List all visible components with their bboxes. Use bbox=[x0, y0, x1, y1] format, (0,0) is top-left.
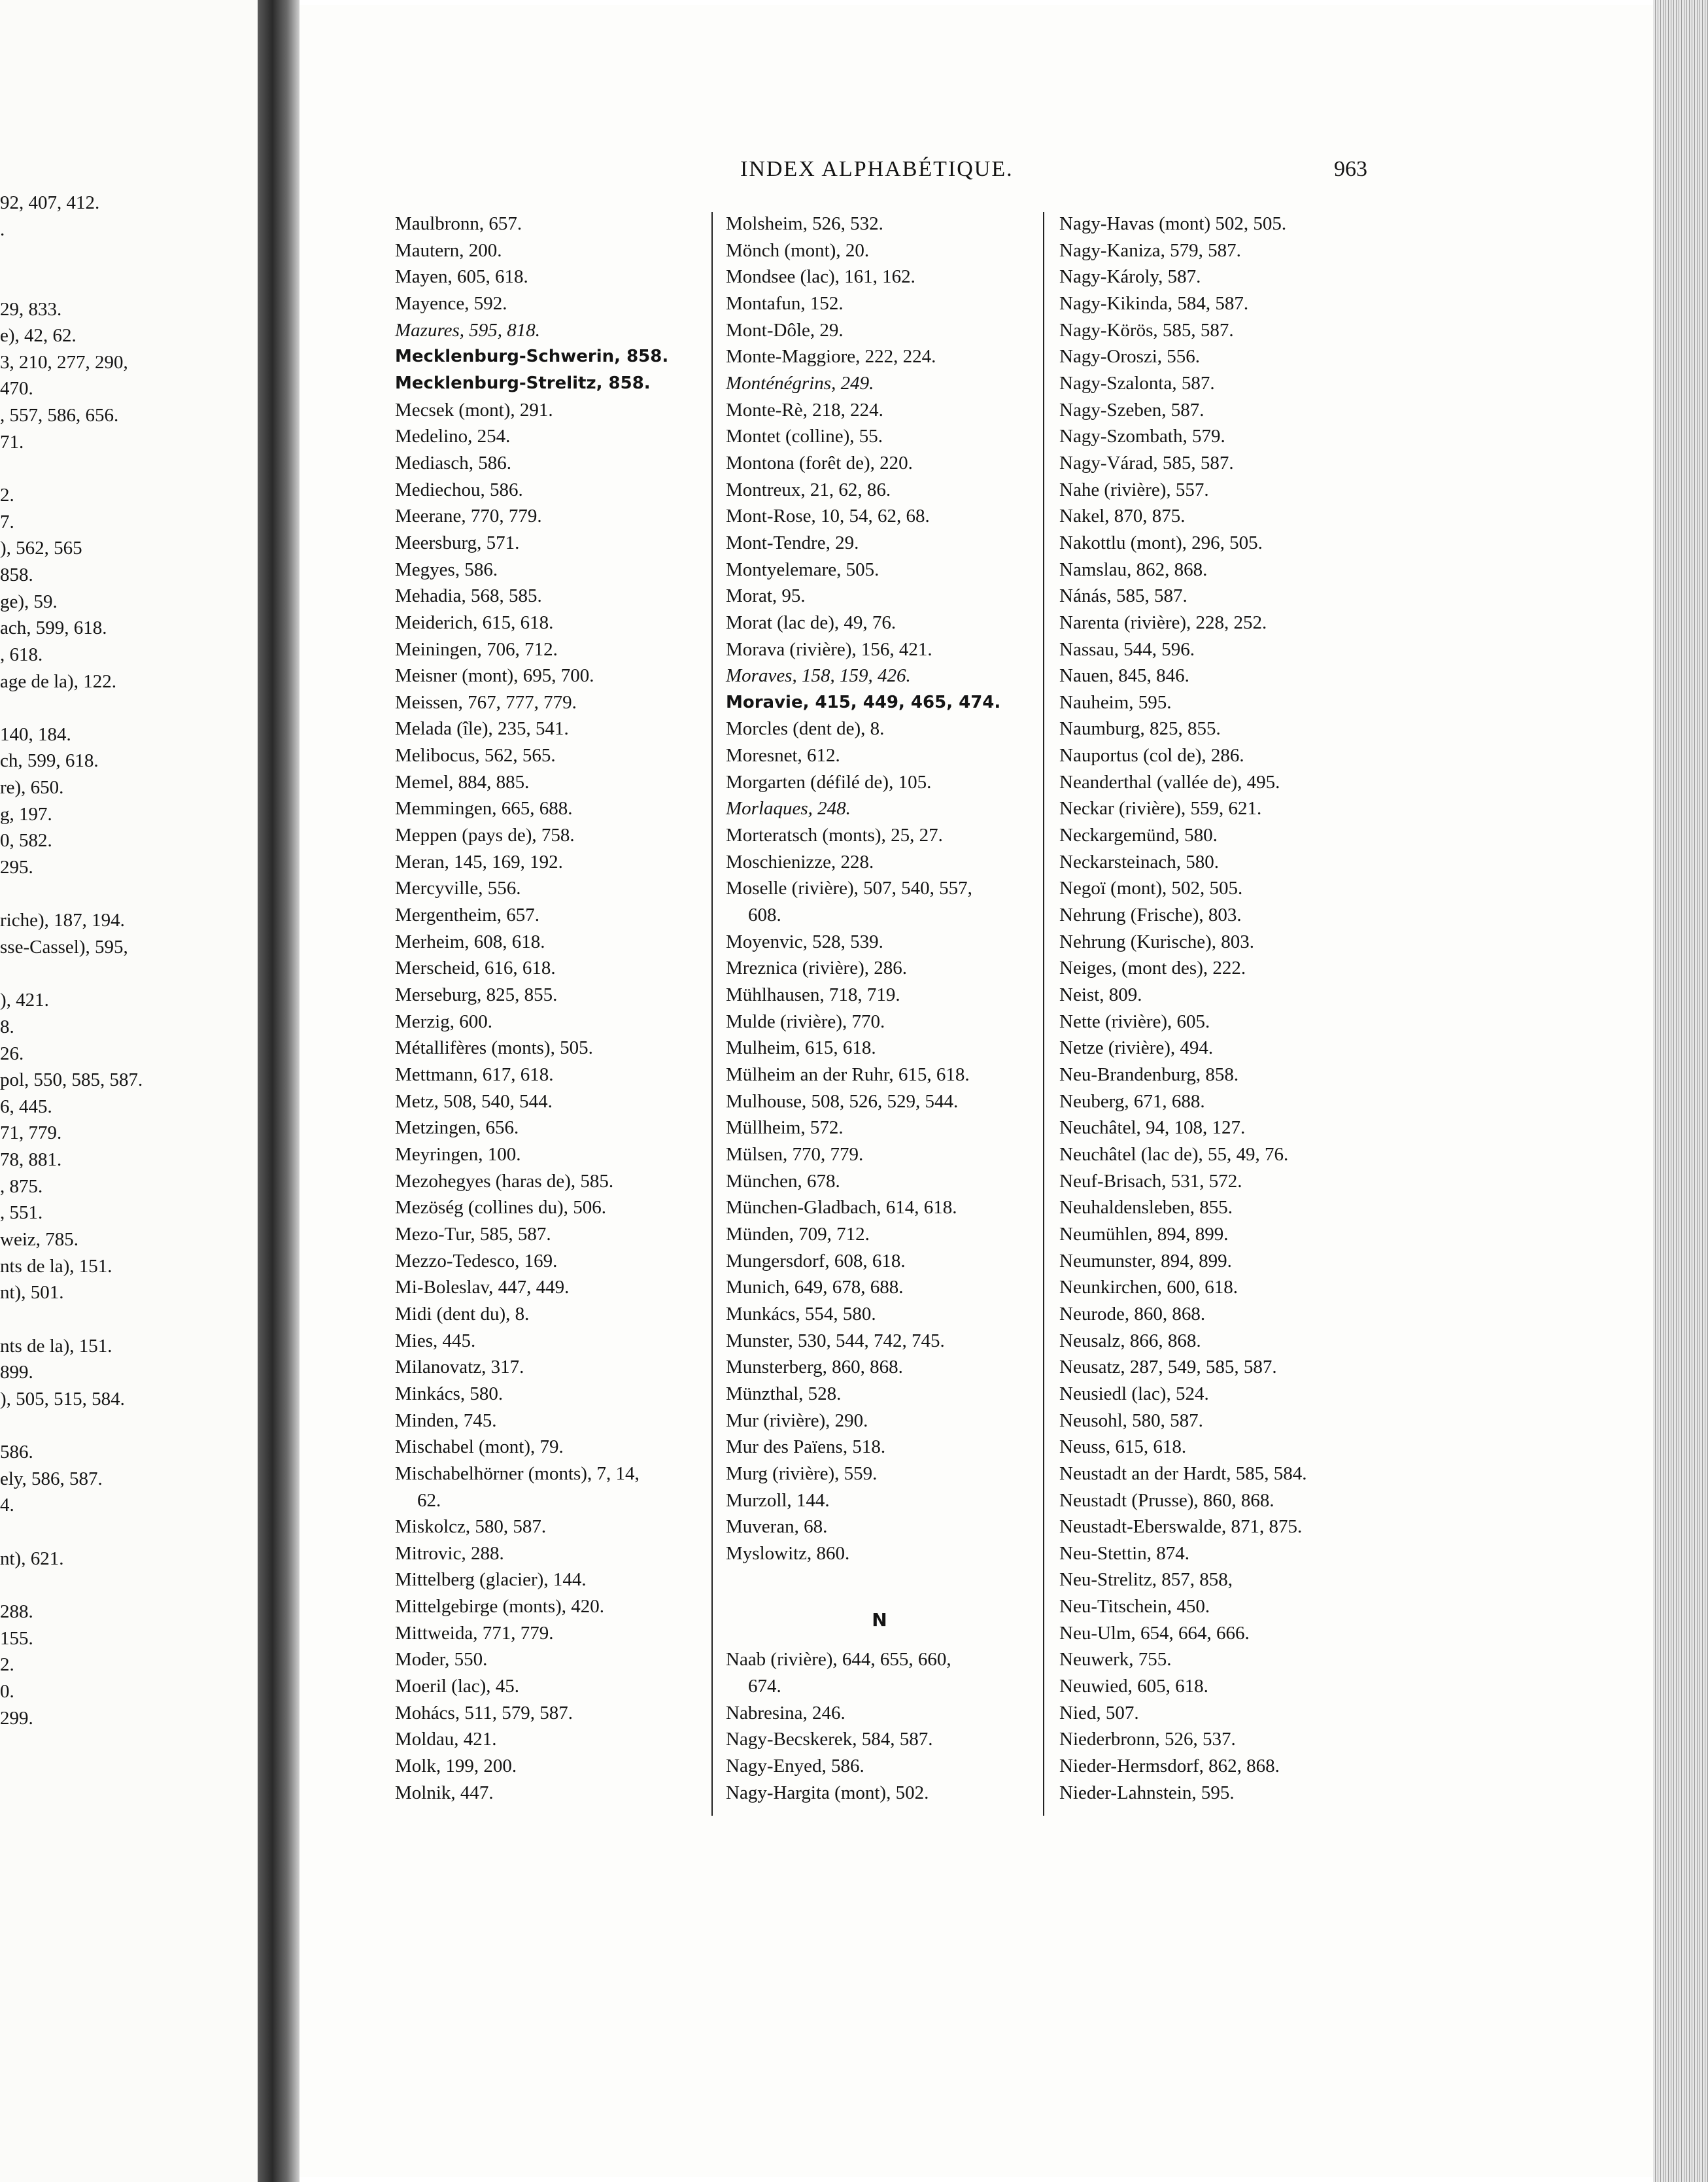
fragment-line bbox=[0, 1572, 143, 1599]
index-entry: Molnik, 447. bbox=[395, 1782, 494, 1803]
index-entry: Mazures, 595, 818. bbox=[395, 319, 541, 341]
index-entry: Negoï (mont), 502, 505. bbox=[1059, 878, 1243, 899]
index-entry: Mittelberg (glacier), 144. bbox=[395, 1569, 587, 1591]
index-entry: Mi-Boleslav, 447, 449. bbox=[395, 1277, 570, 1298]
index-entry: Mettmann, 617, 618. bbox=[395, 1064, 554, 1085]
index-entry: Mülheim an der Ruhr, 615, 618. bbox=[726, 1064, 970, 1085]
fragment-line: , 551. bbox=[0, 1202, 43, 1224]
index-entry: Moyenvic, 528, 539. bbox=[726, 931, 883, 952]
index-entry: Mur (rivière), 290. bbox=[726, 1410, 868, 1431]
index-entry: Milanovatz, 317. bbox=[395, 1357, 524, 1378]
fragment-line bbox=[0, 1412, 143, 1439]
fragment-line: age de la), 122. bbox=[0, 670, 116, 692]
index-entry: Metzingen, 656. bbox=[395, 1117, 519, 1139]
index-entry: Neunkirchen, 600, 618. bbox=[1059, 1277, 1238, 1298]
fragment-line: 2. bbox=[0, 1654, 14, 1676]
index-entry: Maulbronn, 657. bbox=[395, 213, 522, 234]
fragment-line: ), 421. bbox=[0, 990, 49, 1011]
index-entry: Mungersdorf, 608, 618. bbox=[726, 1250, 906, 1272]
section-spacer bbox=[726, 1567, 1053, 1593]
index-entry: Neuhaldensleben, 855. bbox=[1059, 1197, 1233, 1219]
index-entry: Meyringen, 100. bbox=[395, 1143, 521, 1165]
index-entry: Nagy-Várad, 585, 587. bbox=[1059, 452, 1234, 474]
fragment-line: ), 505, 515, 584. bbox=[0, 1388, 125, 1410]
index-entry: Namslau, 862, 868. bbox=[1059, 559, 1208, 580]
index-entry: Nagy-Havas (mont) 502, 505. bbox=[1059, 213, 1287, 234]
fragment-line: 140, 184. bbox=[0, 723, 71, 745]
fragment-line: . bbox=[0, 218, 5, 240]
index-entry: Neusalz, 866, 868. bbox=[1059, 1330, 1201, 1351]
index-entry: Moravie, 415, 449, 465, 474. bbox=[726, 692, 1001, 712]
fragment-line: 4. bbox=[0, 1495, 14, 1516]
index-entry: Narenta (rivière), 228, 252. bbox=[1059, 612, 1267, 633]
index-entry: Nehrung (Kurische), 803. bbox=[1059, 931, 1254, 952]
index-entry: Nakel, 870, 875. bbox=[1059, 506, 1186, 527]
index-entry: Nahe (rivière), 557. bbox=[1059, 479, 1209, 500]
index-entry: Mohács, 511, 579, 587. bbox=[395, 1702, 573, 1723]
index-entry: Mecsek (mont), 291. bbox=[395, 399, 553, 421]
fragment-line: ge), 59. bbox=[0, 591, 58, 612]
fragment-line: nt), 501. bbox=[0, 1282, 64, 1304]
index-entry: Mönch (mont), 20. bbox=[726, 239, 870, 261]
fragment-line: 2. bbox=[0, 485, 14, 506]
index-entry: Neanderthal (vallée de), 495. bbox=[1059, 771, 1280, 793]
index-entry: Münden, 709, 712. bbox=[726, 1223, 870, 1245]
book-gutter bbox=[258, 0, 299, 2182]
fragment-line: 8. bbox=[0, 1016, 14, 1037]
index-entry: Neuwerk, 755. bbox=[1059, 1649, 1172, 1671]
index-entry: Mont-Tendre, 29. bbox=[726, 532, 859, 553]
index-entry: Merscheid, 616, 618. bbox=[395, 958, 556, 979]
index-entry: Myslowitz, 860. bbox=[726, 1542, 850, 1564]
index-entry: Mayence, 592. bbox=[395, 292, 507, 314]
index-entry: Merseburg, 825, 855. bbox=[395, 984, 558, 1006]
index-entry: Neustadt (Prusse), 860, 868. bbox=[1059, 1489, 1274, 1511]
index-entry: Miskolcz, 580, 587. bbox=[395, 1516, 547, 1538]
index-entry: Muveran, 68. bbox=[726, 1516, 828, 1538]
index-entry: Moldau, 421. bbox=[395, 1729, 497, 1750]
index-entry: Meissen, 767, 777, 779. bbox=[395, 691, 577, 713]
fragment-line: ely, 586, 587. bbox=[0, 1468, 103, 1489]
index-entry: Mautern, 200. bbox=[395, 239, 502, 261]
index-entry: Mayen, 605, 618. bbox=[395, 266, 528, 288]
index-entry: Merheim, 608, 618. bbox=[395, 931, 545, 952]
index-entry: Naab (rivière), 644, 655, 660, bbox=[726, 1649, 951, 1671]
section-letter: N bbox=[872, 1609, 887, 1631]
fragment-line: nts de la), 151. bbox=[0, 1335, 112, 1357]
index-entry: Medelino, 254. bbox=[395, 426, 511, 447]
index-entry: Mittweida, 771, 779. bbox=[395, 1622, 554, 1644]
index-entry: Nagy-Oroszi, 556. bbox=[1059, 346, 1201, 368]
index-entry: Mulhouse, 508, 526, 529, 544. bbox=[726, 1090, 959, 1112]
index-entry: Memmingen, 665, 688. bbox=[395, 798, 573, 820]
index-entry: Moder, 550. bbox=[395, 1649, 488, 1671]
index-entry: Mecklenburg-Strelitz, 858. bbox=[395, 373, 651, 393]
index-entry: Neustadt an der Hardt, 585, 584. bbox=[1059, 1463, 1307, 1484]
index-entry: Moraves, 158, 159, 426. bbox=[726, 665, 911, 687]
index-entry: Neusatz, 287, 549, 585, 587. bbox=[1059, 1357, 1277, 1378]
index-entry: Morlaques, 248. bbox=[726, 798, 851, 820]
index-entry: Netze (rivière), 494. bbox=[1059, 1037, 1214, 1059]
index-entry: Neckargemünd, 580. bbox=[1059, 825, 1218, 846]
index-entry: Mont-Dôle, 29. bbox=[726, 319, 844, 341]
index-entry: Nieder-Lahnstein, 595. bbox=[1059, 1782, 1235, 1803]
index-entry: Munkács, 554, 580. bbox=[726, 1303, 876, 1325]
index-column-3 bbox=[1059, 211, 1386, 1806]
index-entry: Megyes, 586. bbox=[395, 559, 498, 580]
index-entry: Nied, 507. bbox=[1059, 1702, 1139, 1723]
index-entry: Nánás, 585, 587. bbox=[1059, 585, 1187, 607]
previous-page-text bbox=[0, 190, 143, 1731]
index-entry: Meiderich, 615, 618. bbox=[395, 612, 554, 633]
index-entry: Nauen, 845, 846. bbox=[1059, 665, 1189, 687]
index-entry: Moschienizze, 228. bbox=[726, 851, 874, 873]
index-entry: Mehadia, 568, 585. bbox=[395, 585, 542, 607]
fragment-line: 470. bbox=[0, 378, 33, 400]
index-entry: Meisner (mont), 695, 700. bbox=[395, 665, 594, 687]
fragment-line: ), 562, 565 bbox=[0, 538, 82, 559]
fragment-line bbox=[0, 1519, 143, 1546]
index-entry: Neusohl, 580, 587. bbox=[1059, 1410, 1203, 1431]
index-entry: Nagy-Károly, 587. bbox=[1059, 266, 1201, 288]
index-entry: Moselle (rivière), 507, 540, 557, bbox=[726, 878, 972, 899]
index-entry: Nagy-Szombath, 579. bbox=[1059, 426, 1225, 447]
index-entry: Mittelgebirge (monts), 420. bbox=[395, 1596, 605, 1618]
index-entry: München-Gladbach, 614, 618. bbox=[726, 1197, 957, 1219]
index-entry: Morat (lac de), 49, 76. bbox=[726, 612, 897, 633]
index-entry: Munich, 649, 678, 688. bbox=[726, 1277, 904, 1298]
index-entry: Minden, 745. bbox=[395, 1410, 497, 1431]
page-header-title: INDEX ALPHABÉTIQUE. bbox=[740, 157, 1014, 181]
index-entry: Moeril (lac), 45. bbox=[395, 1676, 520, 1697]
index-entry: Mezöség (collines du), 506. bbox=[395, 1197, 606, 1219]
index-entry: Merzig, 600. bbox=[395, 1011, 492, 1032]
index-entry: München, 678. bbox=[726, 1170, 840, 1192]
index-entry: Mezzo-Tedesco, 169. bbox=[395, 1250, 558, 1272]
index-entry: Mondsee (lac), 161, 162. bbox=[726, 266, 915, 288]
fragment-line: e), 42, 62. bbox=[0, 325, 77, 347]
index-entry: Mezohegyes (haras de), 585. bbox=[395, 1170, 614, 1192]
fragment-line: 858. bbox=[0, 564, 33, 585]
index-entry: Nauportus (col de), 286. bbox=[1059, 745, 1244, 767]
index-entry: Mecklenburg-Schwerin, 858. bbox=[395, 347, 669, 367]
index-entry: Neusiedl (lac), 524. bbox=[1059, 1383, 1209, 1404]
page-number: 963 bbox=[1334, 157, 1367, 181]
index-entry: Neuchâtel, 94, 108, 127. bbox=[1059, 1117, 1246, 1139]
fragment-line: , 557, 586, 656. bbox=[0, 405, 119, 426]
index-entry: Mediasch, 586. bbox=[395, 452, 511, 474]
fragment-line: 899. bbox=[0, 1362, 33, 1383]
fragment-line: , 618. bbox=[0, 644, 43, 665]
index-entry: Nauheim, 595. bbox=[1059, 691, 1172, 713]
fragment-line: 78, 881. bbox=[0, 1149, 62, 1171]
fragment-line bbox=[0, 881, 143, 908]
index-entry: Molsheim, 526, 532. bbox=[726, 213, 883, 234]
fragment-line: 295. bbox=[0, 857, 33, 878]
fragment-line: g, 197. bbox=[0, 803, 52, 825]
index-entry: Neumunster, 894, 899. bbox=[1059, 1250, 1232, 1272]
index-entry: Neumühlen, 894, 899. bbox=[1059, 1223, 1229, 1245]
fragment-line: , 875. bbox=[0, 1175, 43, 1197]
index-entry: Montyelemare, 505. bbox=[726, 559, 880, 580]
index-entry: Morat, 95. bbox=[726, 585, 806, 607]
fragment-line: riche), 187, 194. bbox=[0, 910, 125, 931]
index-entry: Mediechou, 586. bbox=[395, 479, 523, 500]
index-entry: Neu-Stettin, 874. bbox=[1059, 1542, 1189, 1564]
fragment-line: ch, 599, 618. bbox=[0, 750, 99, 772]
index-entry: Mischabel (mont), 79. bbox=[395, 1436, 564, 1458]
index-entry: Mulde (rivière), 770. bbox=[726, 1011, 885, 1032]
fragment-line bbox=[0, 961, 143, 988]
index-entry: Meersburg, 571. bbox=[395, 532, 520, 553]
index-entry: Neu-Titschein, 450. bbox=[1059, 1596, 1210, 1618]
index-column-2 bbox=[726, 211, 1053, 1806]
index-entry: Montreux, 21, 62, 86. bbox=[726, 479, 891, 500]
index-entry: Memel, 884, 885. bbox=[395, 771, 530, 793]
fragment-line bbox=[0, 695, 143, 721]
index-entry: Mitrovic, 288. bbox=[395, 1542, 504, 1564]
index-entry: Meerane, 770, 779. bbox=[395, 506, 542, 527]
fragment-line: pol, 550, 585, 587. bbox=[0, 1069, 143, 1091]
index-entry: Neu-Ulm, 654, 664, 666. bbox=[1059, 1622, 1250, 1644]
index-entry: Melibocus, 562, 565. bbox=[395, 745, 556, 767]
index-entry: Mreznica (rivière), 286. bbox=[726, 958, 907, 979]
index-entry: Naumburg, 825, 855. bbox=[1059, 718, 1221, 740]
index-column-1 bbox=[395, 211, 722, 1806]
index-entry: Molk, 199, 200. bbox=[395, 1756, 517, 1777]
index-entry: Morava (rivière), 156, 421. bbox=[726, 638, 932, 660]
index-entry: Münzthal, 528. bbox=[726, 1383, 842, 1404]
index-entry: Nehrung (Frische), 803. bbox=[1059, 905, 1242, 926]
index-entry: Neckar (rivière), 559, 621. bbox=[1059, 798, 1262, 820]
index-entry: Neu-Brandenburg, 858. bbox=[1059, 1064, 1239, 1085]
index-entry: Montafun, 152. bbox=[726, 292, 844, 314]
fragment-line: weiz, 785. bbox=[0, 1228, 78, 1250]
index-entry-continuation: 674. bbox=[748, 1676, 781, 1697]
index-entry: Melada (île), 235, 541. bbox=[395, 718, 569, 740]
fragment-line bbox=[0, 243, 143, 269]
index-entry: Nagy-Kaniza, 579, 587. bbox=[1059, 239, 1241, 261]
index-entry: Neustadt-Eberswalde, 871, 875. bbox=[1059, 1516, 1303, 1538]
index-entry: Mülsen, 770, 779. bbox=[726, 1143, 864, 1165]
fragment-line: 29, 833. bbox=[0, 298, 62, 320]
index-entry: Monte-Rè, 218, 224. bbox=[726, 399, 883, 421]
index-entry: Neckarsteinach, 580. bbox=[1059, 851, 1219, 873]
index-entry: Niederbronn, 526, 537. bbox=[1059, 1729, 1236, 1750]
index-entry: Minkács, 580. bbox=[395, 1383, 504, 1404]
fragment-line bbox=[0, 269, 143, 296]
index-entry: Moresnet, 612. bbox=[726, 745, 840, 767]
index-entry: Metz, 508, 540, 544. bbox=[395, 1090, 553, 1112]
fragment-line: ach, 599, 618. bbox=[0, 617, 107, 639]
page-edges bbox=[1653, 0, 1708, 2182]
index-entry: Mulheim, 615, 618. bbox=[726, 1037, 876, 1059]
fragment-line: 71, 779. bbox=[0, 1122, 62, 1144]
fragment-line bbox=[0, 455, 143, 482]
index-entry: Müllheim, 572. bbox=[726, 1117, 844, 1139]
index-entry: Mischabelhörner (monts), 7, 14, bbox=[395, 1463, 640, 1484]
index-entry: Munster, 530, 544, 742, 745. bbox=[726, 1330, 945, 1351]
index-entry: Montona (forêt de), 220. bbox=[726, 452, 913, 474]
index-entry: Neuberg, 671, 688. bbox=[1059, 1090, 1205, 1112]
index-entry: Meran, 145, 169, 192. bbox=[395, 851, 563, 873]
index-entry: Mies, 445. bbox=[395, 1330, 476, 1351]
index-entry: Nagy-Szeben, 587. bbox=[1059, 399, 1204, 421]
index-entry: Nagy-Szalonta, 587. bbox=[1059, 372, 1215, 394]
fragment-line: 3, 210, 277, 290, bbox=[0, 351, 128, 373]
fragment-line: 26. bbox=[0, 1043, 24, 1064]
index-entry-continuation: 608. bbox=[748, 905, 781, 926]
index-entry: Munsterberg, 860, 868. bbox=[726, 1357, 903, 1378]
fragment-line: 71. bbox=[0, 431, 24, 453]
index-entry: Nagy-Hargita (mont), 502. bbox=[726, 1782, 929, 1803]
index-entry: Nassau, 544, 596. bbox=[1059, 638, 1195, 660]
index-entry: Métallifères (monts), 505. bbox=[395, 1037, 593, 1059]
previous-page-fragment bbox=[0, 0, 262, 2182]
fragment-line: 155. bbox=[0, 1627, 33, 1649]
index-entry: Mergentheim, 657. bbox=[395, 905, 539, 926]
index-entry: Monténégrins, 249. bbox=[726, 372, 874, 394]
fragment-line: 0. bbox=[0, 1680, 14, 1702]
fragment-line: 299. bbox=[0, 1707, 33, 1729]
index-entry: Nieder-Hermsdorf, 862, 868. bbox=[1059, 1756, 1280, 1777]
index-entry-continuation: 62. bbox=[417, 1489, 441, 1511]
index-entry: Neuwied, 605, 618. bbox=[1059, 1676, 1208, 1697]
index-entry: Nabresina, 246. bbox=[726, 1702, 845, 1723]
fragment-line: nts de la), 151. bbox=[0, 1255, 112, 1277]
index-entry: Mezo-Tur, 585, 587. bbox=[395, 1223, 551, 1245]
fragment-line bbox=[0, 1306, 143, 1333]
index-entry: Nagy-Enyed, 586. bbox=[726, 1756, 864, 1777]
index-entry: Murg (rivière), 559. bbox=[726, 1463, 878, 1484]
index-entry: Murzoll, 144. bbox=[726, 1489, 830, 1511]
fragment-line: 0, 582. bbox=[0, 830, 52, 852]
index-entry: Nagy-Körös, 585, 587. bbox=[1059, 319, 1234, 341]
index-entry: Mercyville, 556. bbox=[395, 878, 521, 899]
index-entry: Mur des Païens, 518. bbox=[726, 1436, 886, 1458]
index-entry: Meiningen, 706, 712. bbox=[395, 638, 558, 660]
fragment-line: sse-Cassel), 595, bbox=[0, 936, 128, 958]
fragment-line: 6, 445. bbox=[0, 1096, 52, 1117]
index-entry: Morcles (dent de), 8. bbox=[726, 718, 885, 740]
index-entry: Mont-Rose, 10, 54, 62, 68. bbox=[726, 506, 930, 527]
index-entry: Montet (colline), 55. bbox=[726, 426, 883, 447]
index-entry: Meppen (pays de), 758. bbox=[395, 825, 575, 846]
fragment-line: 586. bbox=[0, 1442, 33, 1463]
fragment-line: nt), 621. bbox=[0, 1548, 64, 1569]
index-entry: Midi (dent du), 8. bbox=[395, 1303, 530, 1325]
index-entry: Nagy-Becskerek, 584, 587. bbox=[726, 1729, 933, 1750]
index-entry: Nagy-Kikinda, 584, 587. bbox=[1059, 292, 1249, 314]
index-entry: Neist, 809. bbox=[1059, 984, 1142, 1006]
index-entry: Nakottlu (mont), 296, 505. bbox=[1059, 532, 1263, 553]
index-entry: Nette (rivière), 605. bbox=[1059, 1011, 1210, 1032]
index-entry: Monte-Maggiore, 222, 224. bbox=[726, 346, 936, 368]
index-entry: Mühlhausen, 718, 719. bbox=[726, 984, 900, 1006]
index-entry: Neuchâtel (lac de), 55, 49, 76. bbox=[1059, 1143, 1289, 1165]
index-entry: Neuss, 615, 618. bbox=[1059, 1436, 1187, 1458]
fragment-line: re), 650. bbox=[0, 777, 64, 799]
index-entry: Neu-Strelitz, 857, 858, bbox=[1059, 1569, 1233, 1591]
index-entry: Neiges, (mont des), 222. bbox=[1059, 958, 1246, 979]
index-entry: Neuf-Brisach, 531, 572. bbox=[1059, 1170, 1242, 1192]
fragment-line: 92, 407, 412. bbox=[0, 192, 100, 213]
index-entry: Morteratsch (monts), 25, 27. bbox=[726, 825, 943, 846]
index-entry: Neurode, 860, 868. bbox=[1059, 1303, 1206, 1325]
fragment-line: 7. bbox=[0, 511, 14, 532]
index-entry: Morgarten (défilé de), 105. bbox=[726, 771, 932, 793]
fragment-line: 288. bbox=[0, 1601, 33, 1622]
